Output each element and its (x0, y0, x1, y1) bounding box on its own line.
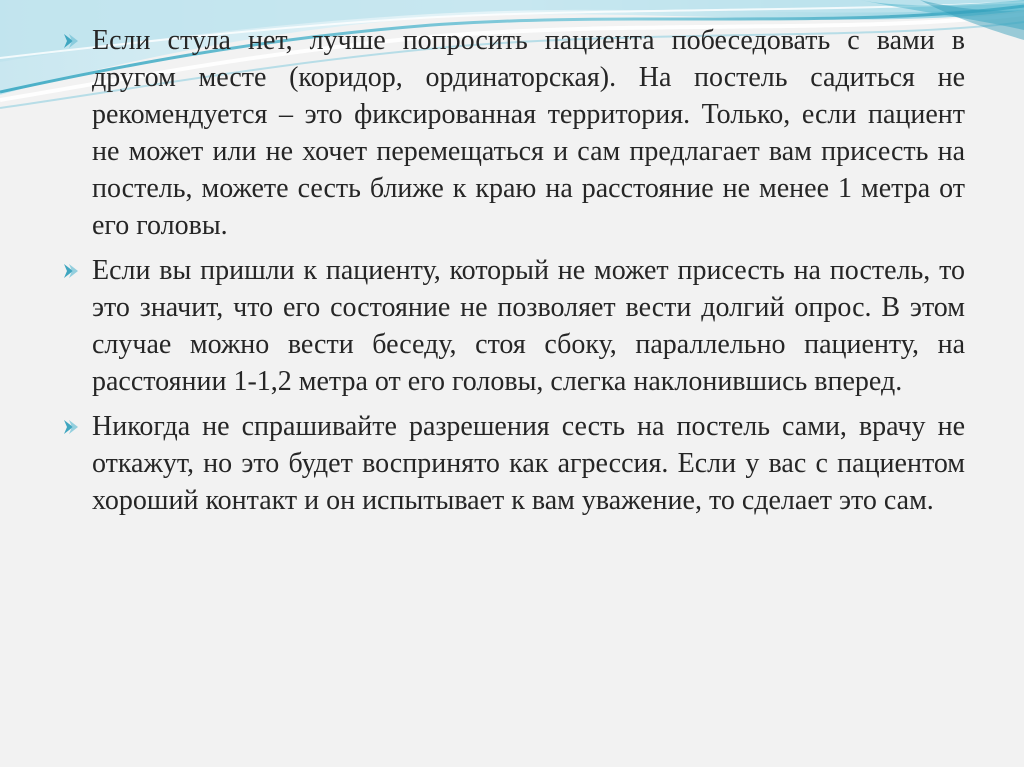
bullet-item (60, 252, 965, 400)
bullet-item (60, 22, 965, 244)
bullet-list (60, 22, 965, 527)
bullet-text: Никогда не спрашивайте разрешения сесть на постель сами, врачу не откажут, но это будет воспринято как агрессия. Если у вас с пациентом хороший контакт и он испытывает к вам уважение, то сделает это сам. (92, 411, 965, 516)
bullet-item (60, 408, 965, 519)
chevron-right-icon (60, 31, 80, 51)
bullet-text: Если стула нет, лучше попросить пациента побеседовать с вами в другом месте (коридор, ординаторская). На постель садиться не рекомендуется – это фиксированная территория. Только, если пациент не может или не хочет перемещаться и сам предлагает вам присесть на постель, можете сесть ближе к краю на расстояние не менее 1 метра от его головы. (92, 25, 965, 241)
bullet-text: Если вы пришли к пациенту, который не может присесть на постель, то это значит, что его состояние не позволяет вести долгий опрос. В этом случае можно вести беседу, стоя сбоку, параллельно пациенту, на расстоянии 1-1,2 метра от его головы, слегка наклонившись вперед. (92, 255, 965, 397)
chevron-right-icon (60, 261, 80, 281)
chevron-right-icon (60, 417, 80, 437)
